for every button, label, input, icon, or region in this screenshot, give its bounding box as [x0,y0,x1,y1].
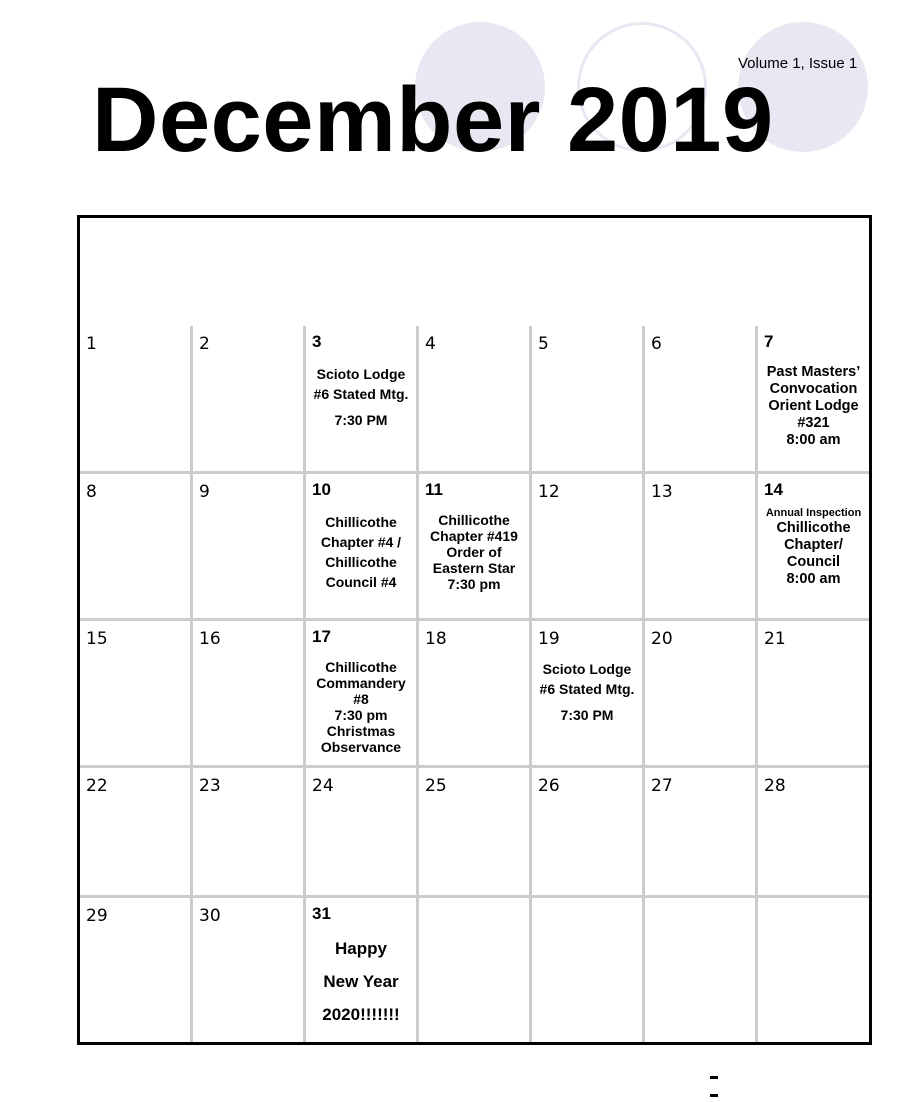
day-cell [645,621,758,768]
day-number: 15 [86,629,108,649]
event-line: Convocation [769,381,858,397]
day-number: 26 [538,776,560,796]
event-line: Chillicothe [325,554,397,570]
day-number: 25 [425,776,447,796]
day-number: 13 [651,482,673,502]
day-cell [645,768,758,898]
day-cell [193,768,306,898]
day-number: 9 [199,482,210,502]
calendar-event [306,659,416,755]
day-cell [193,326,306,474]
week-row-4 [80,768,869,898]
calendar-event [306,364,416,429]
day-cell [419,326,532,474]
day-number: 22 [86,776,108,796]
calendar-event [306,512,416,592]
day-cell [193,621,306,768]
calendar-event [532,659,642,724]
day-cell [306,326,419,474]
event-time: 7:30 PM [560,707,614,723]
event-line: Chillicothe [325,659,397,675]
week-row-3 [80,621,869,768]
event-time: 7:30 PM [334,412,388,428]
day-cell [306,768,419,898]
event-line: Observance [320,739,402,755]
event-line: #6 Stated Mtg. [539,681,635,697]
day-cell [80,768,193,898]
event-line: Chapter/ [784,537,843,553]
day-number: 5 [538,334,549,354]
day-number: 23 [199,776,221,796]
day-cell [80,326,193,474]
event-line: Happy [335,939,387,958]
day-number: 8 [86,482,97,502]
day-number: 28 [764,776,786,796]
day-number: 4 [425,334,436,354]
event-line: Order of [446,544,502,560]
event-line: Past Masters’ [766,364,861,380]
day-number: 3 [312,332,322,351]
day-number: 21 [764,629,786,649]
day-cell [645,326,758,474]
day-cell [419,621,532,768]
day-cell [193,898,306,1042]
event-note: Annual Inspection [765,507,862,519]
day-number: 12 [538,482,560,502]
event-line: Orient Lodge [768,398,859,414]
event-line: Council [786,554,841,570]
event-time: 8:00 am [786,571,841,587]
day-number: 1 [86,334,97,354]
day-number: 29 [86,906,108,926]
day-cell [419,474,532,621]
day-number: 14 [764,480,783,499]
day-cell [532,768,645,898]
day-number: 24 [312,776,334,796]
event-line: Scioto Lodge [316,366,406,382]
day-number: 19 [538,629,560,649]
page-title: December 2019 [92,69,774,171]
event-line: Chapter #419 [430,528,518,544]
calendar-event [758,507,869,588]
calendar-event [758,364,869,449]
day-cell [758,768,869,898]
day-cell [306,621,419,768]
day-cell [532,621,645,768]
day-cell [758,326,869,474]
event-line: #8 [353,691,369,707]
event-line: #6 Stated Mtg. [313,386,409,402]
event-time: 7:30 pm [334,707,388,723]
day-cell [306,474,419,621]
day-number: 30 [199,906,221,926]
event-time: 7:30 pm [447,576,501,592]
day-cell-empty [758,898,869,1042]
event-line: New Year [323,972,399,991]
event-line: Chillicothe [776,520,851,536]
event-time: 8:00 am [786,432,841,448]
day-number: 11 [425,480,443,499]
day-number: 7 [764,332,774,351]
day-number: 2 [199,334,210,354]
day-number: 6 [651,334,662,354]
day-number: 18 [425,629,447,649]
calendar-event [306,932,416,1031]
calendar-event [419,512,529,592]
day-cell [193,474,306,621]
calendar-table [77,215,872,1045]
page-footer-fragment [710,1066,740,1071]
day-cell-empty [419,898,532,1042]
day-number: 31 [312,904,331,923]
day-cell [532,326,645,474]
week-row-2 [80,474,869,621]
day-number: 20 [651,629,673,649]
day-cell [80,898,193,1042]
day-cell-empty [645,898,758,1042]
calendar-header-area [80,218,869,326]
day-cell [80,474,193,621]
event-line: 2020!!!!!!! [322,1005,400,1024]
event-line: Chillicothe [438,512,510,528]
day-cell [532,474,645,621]
day-cell [758,474,869,621]
event-line: Chapter #4 / [320,534,402,550]
day-cell-empty [532,898,645,1042]
week-row-5 [80,898,869,1042]
day-number: 16 [199,629,221,649]
week-row-1 [80,326,869,474]
calendar-grid [80,326,869,1042]
event-line: Christmas [326,723,396,739]
event-line: #321 [797,415,830,431]
header-decoration [0,0,915,72]
event-line: Chillicothe [325,514,397,530]
day-cell [80,621,193,768]
event-line: Scioto Lodge [542,661,632,677]
volume-issue-label: Volume 1, Issue 1 [738,55,858,72]
event-line: Eastern Star [432,560,516,576]
event-line: Council #4 [325,574,397,590]
day-number: 17 [312,627,331,646]
day-cell [306,898,419,1042]
day-number: 27 [651,776,673,796]
event-line: Commandery [316,675,406,691]
day-number: 10 [312,480,331,499]
day-cell [419,768,532,898]
day-cell [758,621,869,768]
day-cell [645,474,758,621]
